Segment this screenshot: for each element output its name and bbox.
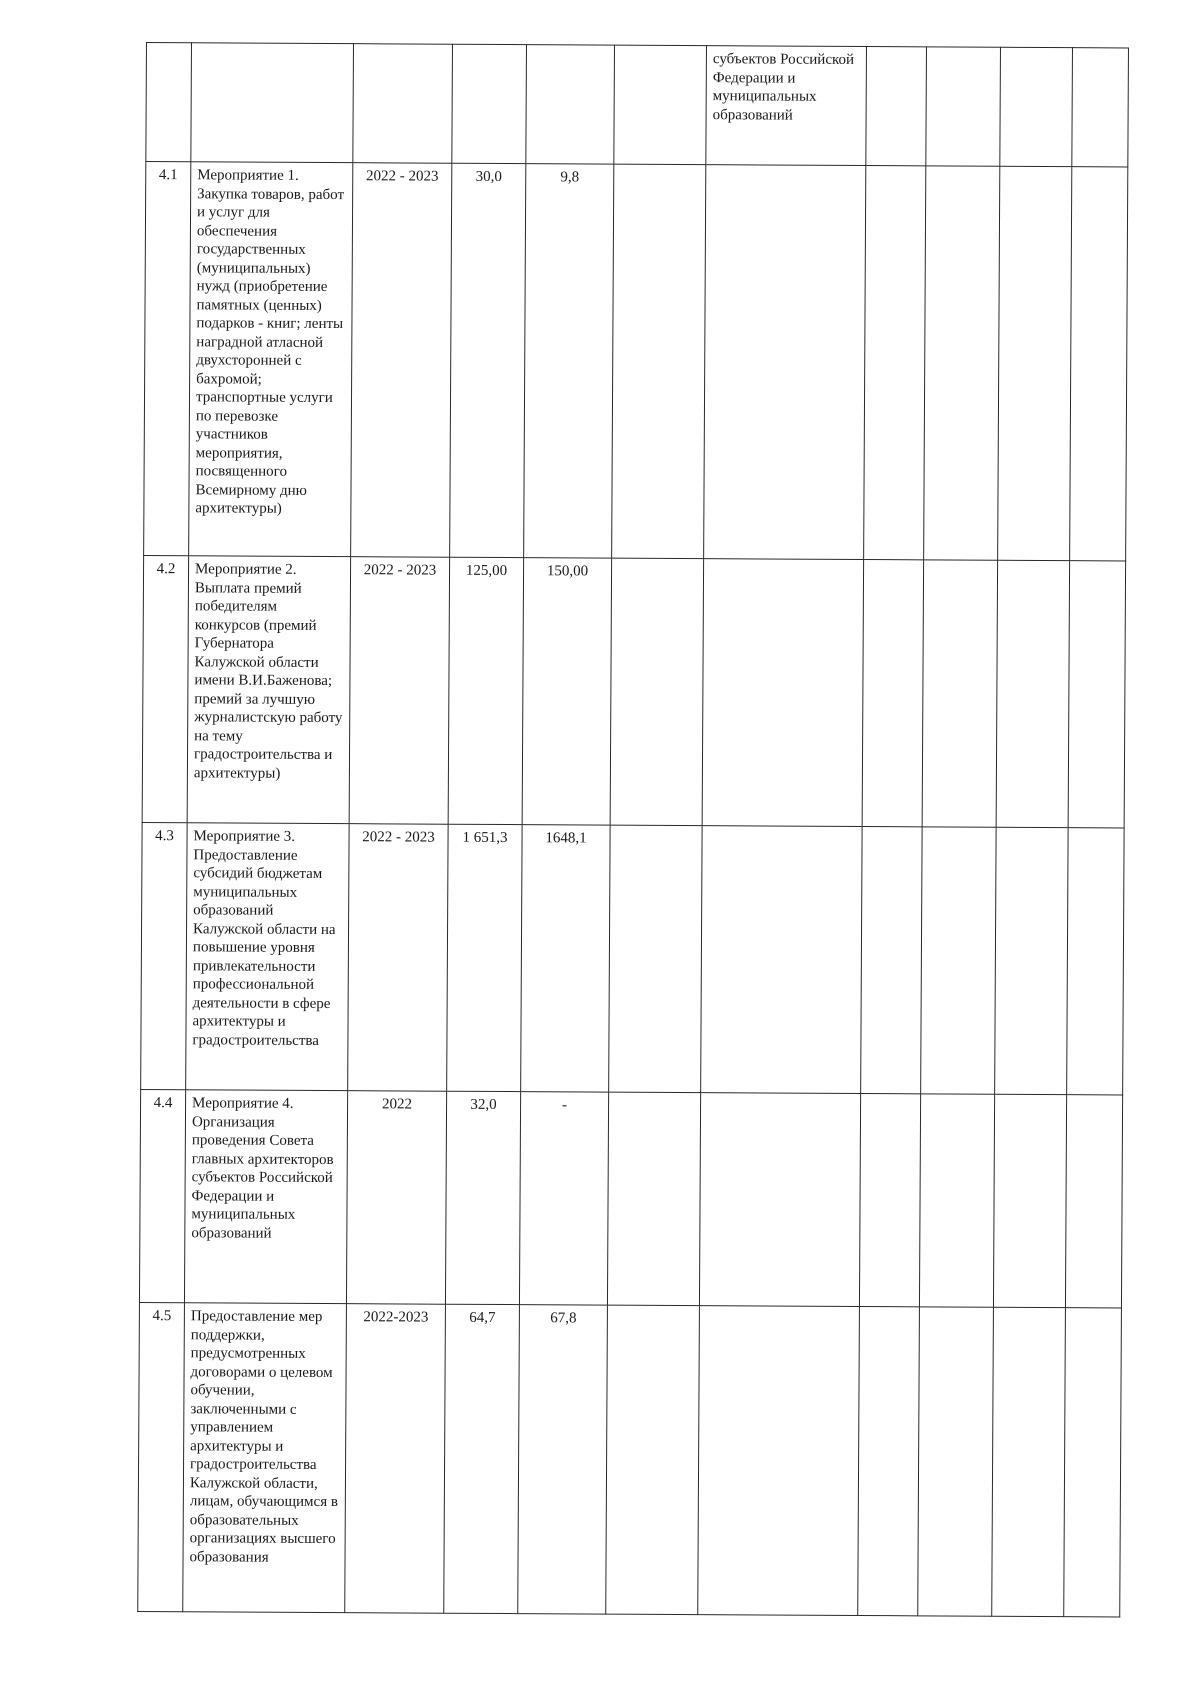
table-row bbox=[144, 162, 1128, 561]
empty-cell bbox=[924, 166, 1000, 560]
empty-cell bbox=[858, 1307, 920, 1616]
value-cell-1: 30,0 bbox=[450, 163, 526, 557]
implementation-period bbox=[353, 44, 453, 164]
empty-cell bbox=[862, 560, 923, 827]
row-number bbox=[146, 43, 192, 162]
row-number: 4.5 bbox=[138, 1302, 185, 1611]
implementation-period: 2022 - 2023 bbox=[351, 163, 452, 558]
empty-cell bbox=[1067, 828, 1124, 1095]
value-cell-2 bbox=[526, 45, 615, 164]
activity-name: Мероприятие 3. Предоставление субсидий бюджетам муниципальных образований Калужской области на повышение уровня привлекательности профессиональной деятельности в сфере архитектуры и градостроительства bbox=[186, 823, 349, 1091]
empty-cell bbox=[1068, 561, 1125, 828]
empty-cell bbox=[1065, 1095, 1122, 1308]
empty-cell bbox=[992, 1307, 1066, 1616]
empty-cell bbox=[614, 45, 707, 165]
value-cell-1: 125,00 bbox=[448, 557, 523, 824]
activity-name: Мероприятие 4. Организация проведения Совета главных архитекторов субъектов Российской Федерации и муниципальных образований bbox=[184, 1090, 347, 1304]
activity-name: Предоставление мер поддержки, предусмотренных договорами о целевом обучении, заключенными с управлением архитектуры и градостроительства Калужской области, лицам, обучающимся в образовательных организациях высшего образования bbox=[183, 1303, 347, 1613]
empty-cell bbox=[607, 1092, 700, 1306]
empty-cell bbox=[609, 825, 702, 1093]
implementation-period: 2022 bbox=[346, 1091, 446, 1305]
empty-cell bbox=[998, 166, 1072, 560]
value-cell-1: 1 651,3 bbox=[447, 824, 522, 1091]
empty-cell bbox=[996, 560, 1069, 827]
table-row bbox=[142, 555, 1125, 827]
continued-text-cell: субъектов Российской Федерации и муниципальных образований bbox=[706, 46, 867, 166]
empty-cell bbox=[702, 559, 863, 827]
empty-cell bbox=[921, 827, 996, 1094]
empty-cell bbox=[918, 1307, 994, 1616]
empty-cell bbox=[606, 1305, 700, 1615]
empty-cell bbox=[926, 47, 1001, 166]
value-cell-1: 32,0 bbox=[445, 1091, 520, 1304]
row-number: 4.3 bbox=[141, 822, 187, 1089]
implementation-period: 2022-2023 bbox=[345, 1304, 446, 1614]
empty-cell bbox=[701, 826, 862, 1094]
activity-name: Мероприятие 1. Закупка товаров, работ и услуг для обеспечения государственных (муниципальных) нужд (приобретение памятных (ценных) подарков - книг; ленты наградной атласной двухсторонней с бахромой; транспортные услуги по перевозке участников мероприятия, посвященного Всемирному дню архитектуры) bbox=[189, 162, 353, 557]
empty-cell bbox=[1072, 48, 1129, 167]
empty-cell bbox=[610, 558, 703, 826]
value-cell-2: 1648,1 bbox=[521, 825, 610, 1092]
empty-cell bbox=[704, 165, 866, 560]
empty-cell bbox=[993, 1094, 1066, 1307]
value-cell-2: 67,8 bbox=[518, 1305, 608, 1614]
empty-cell bbox=[861, 827, 922, 1094]
empty-cell bbox=[922, 560, 997, 827]
empty-cell bbox=[859, 1094, 920, 1307]
table-row bbox=[146, 43, 1129, 167]
value-cell-2: 9,8 bbox=[524, 164, 614, 558]
implementation-period: 2022 - 2023 bbox=[349, 557, 449, 825]
empty-cell bbox=[1000, 47, 1073, 166]
table-row bbox=[141, 822, 1124, 1094]
table-row bbox=[139, 1089, 1122, 1307]
value-cell-2: 150,00 bbox=[522, 558, 611, 825]
activity-name bbox=[191, 43, 354, 163]
empty-cell bbox=[1070, 167, 1128, 561]
empty-cell bbox=[866, 47, 927, 166]
implementation-period: 2022 - 2023 bbox=[348, 824, 448, 1092]
program-activities-table bbox=[137, 42, 1129, 1617]
activity-name: Мероприятие 2. Выплата премий победителям конкурсов (премий Губернатора Калужской области имени В.И.Баженова; премий за лучшую журналистскую работу на тему градостроительства и архитектуры) bbox=[187, 556, 350, 824]
empty-cell bbox=[919, 1094, 994, 1307]
row-number: 4.2 bbox=[142, 555, 188, 822]
table-row bbox=[138, 1302, 1122, 1616]
empty-cell bbox=[698, 1306, 860, 1616]
value-cell-2: - bbox=[519, 1092, 608, 1305]
empty-cell bbox=[995, 827, 1068, 1094]
value-cell-1: 64,7 bbox=[444, 1304, 520, 1613]
empty-cell bbox=[864, 166, 926, 560]
empty-cell bbox=[612, 164, 706, 559]
row-number: 4.4 bbox=[139, 1089, 185, 1302]
empty-cell bbox=[1064, 1308, 1122, 1617]
empty-cell bbox=[699, 1093, 860, 1307]
row-number: 4.1 bbox=[144, 162, 191, 556]
value-cell-1 bbox=[452, 44, 527, 163]
